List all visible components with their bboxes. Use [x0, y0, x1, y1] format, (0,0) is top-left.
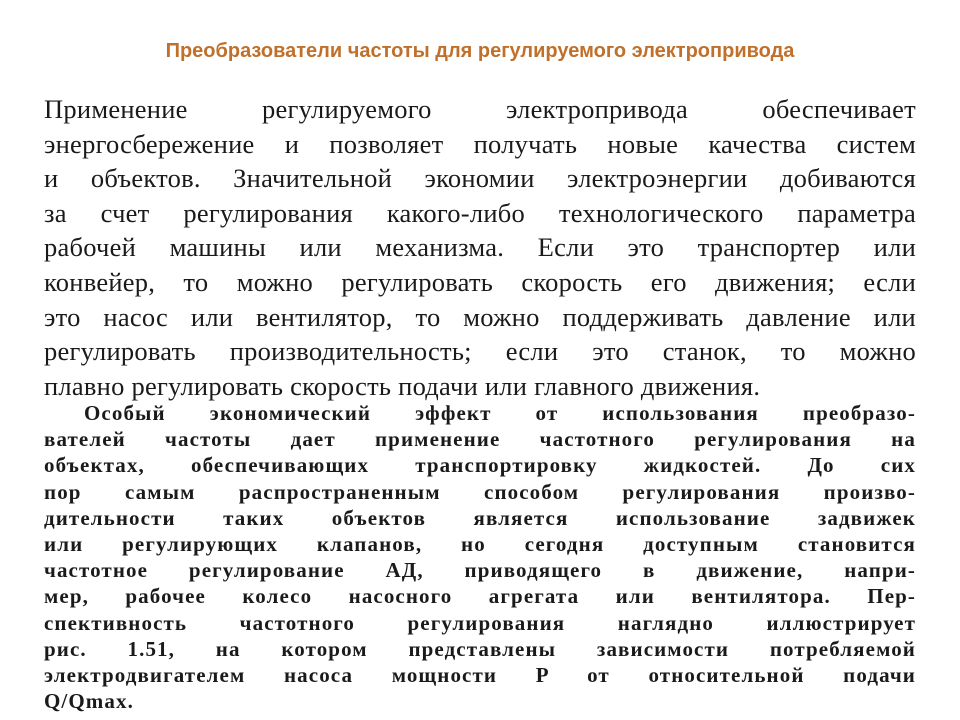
text-line: вателей частоты дает применение частотного регулирования на: [44, 427, 916, 452]
text-line: плавно регулировать скорость подачи или главного движения.: [44, 370, 761, 401]
text-line: пор самым распространенным способом регулирования произво-: [44, 479, 916, 504]
text-line: Применение регулируемого электропривода обеспечивает: [44, 94, 916, 124]
scanned-paragraph-2: [44, 400, 916, 714]
text-line: за счет регулирования какого-либо технологического параметра: [44, 197, 916, 228]
text-line: энергосбережение и позволяет получать новые качества систем: [44, 128, 916, 159]
text-line: это насос или вентилятор, то можно поддерживать давление или: [44, 301, 916, 332]
text-line: и объектов. Значительной экономии электроэнергии добиваются: [44, 163, 916, 194]
text-line: Q/Qmax.: [44, 689, 134, 714]
text-line: регулировать производительность; если это станок, то можно: [44, 336, 916, 367]
text-line: конвейер, то можно регулировать скорость его движения; если: [44, 266, 916, 297]
slide-title: Преобразователи частоты для регулируемого электропривода: [165, 40, 795, 62]
text-line: спективность частотного регулирования наглядно иллюстрирует: [44, 610, 916, 635]
text-line: мер, рабочее колесо насосного агрегата или вентилятора. Пер-: [44, 584, 916, 609]
text-line: объектах, обеспечивающих транспортировку жидкостей. До сих: [44, 453, 916, 478]
text-line: дительности таких объектов является использование задвижек: [44, 505, 916, 530]
text-line: или регулирующих клапанов, но сегодня доступным становится: [44, 532, 916, 557]
text-line: рабочей машины или механизма. Если это транспортер или: [44, 232, 916, 263]
text-line: частотное регулирование АД, приводящего в движение, напри-: [44, 558, 916, 583]
text-line: электродвигателем насоса мощности P от относительной подачи: [44, 663, 916, 688]
text-line: рис. 1.51, на котором представлены зависимости потребляемой: [44, 636, 916, 661]
scanned-paragraph-1: [44, 92, 916, 403]
text-line: Особый экономический эффект от использования преобразо-: [84, 401, 916, 425]
